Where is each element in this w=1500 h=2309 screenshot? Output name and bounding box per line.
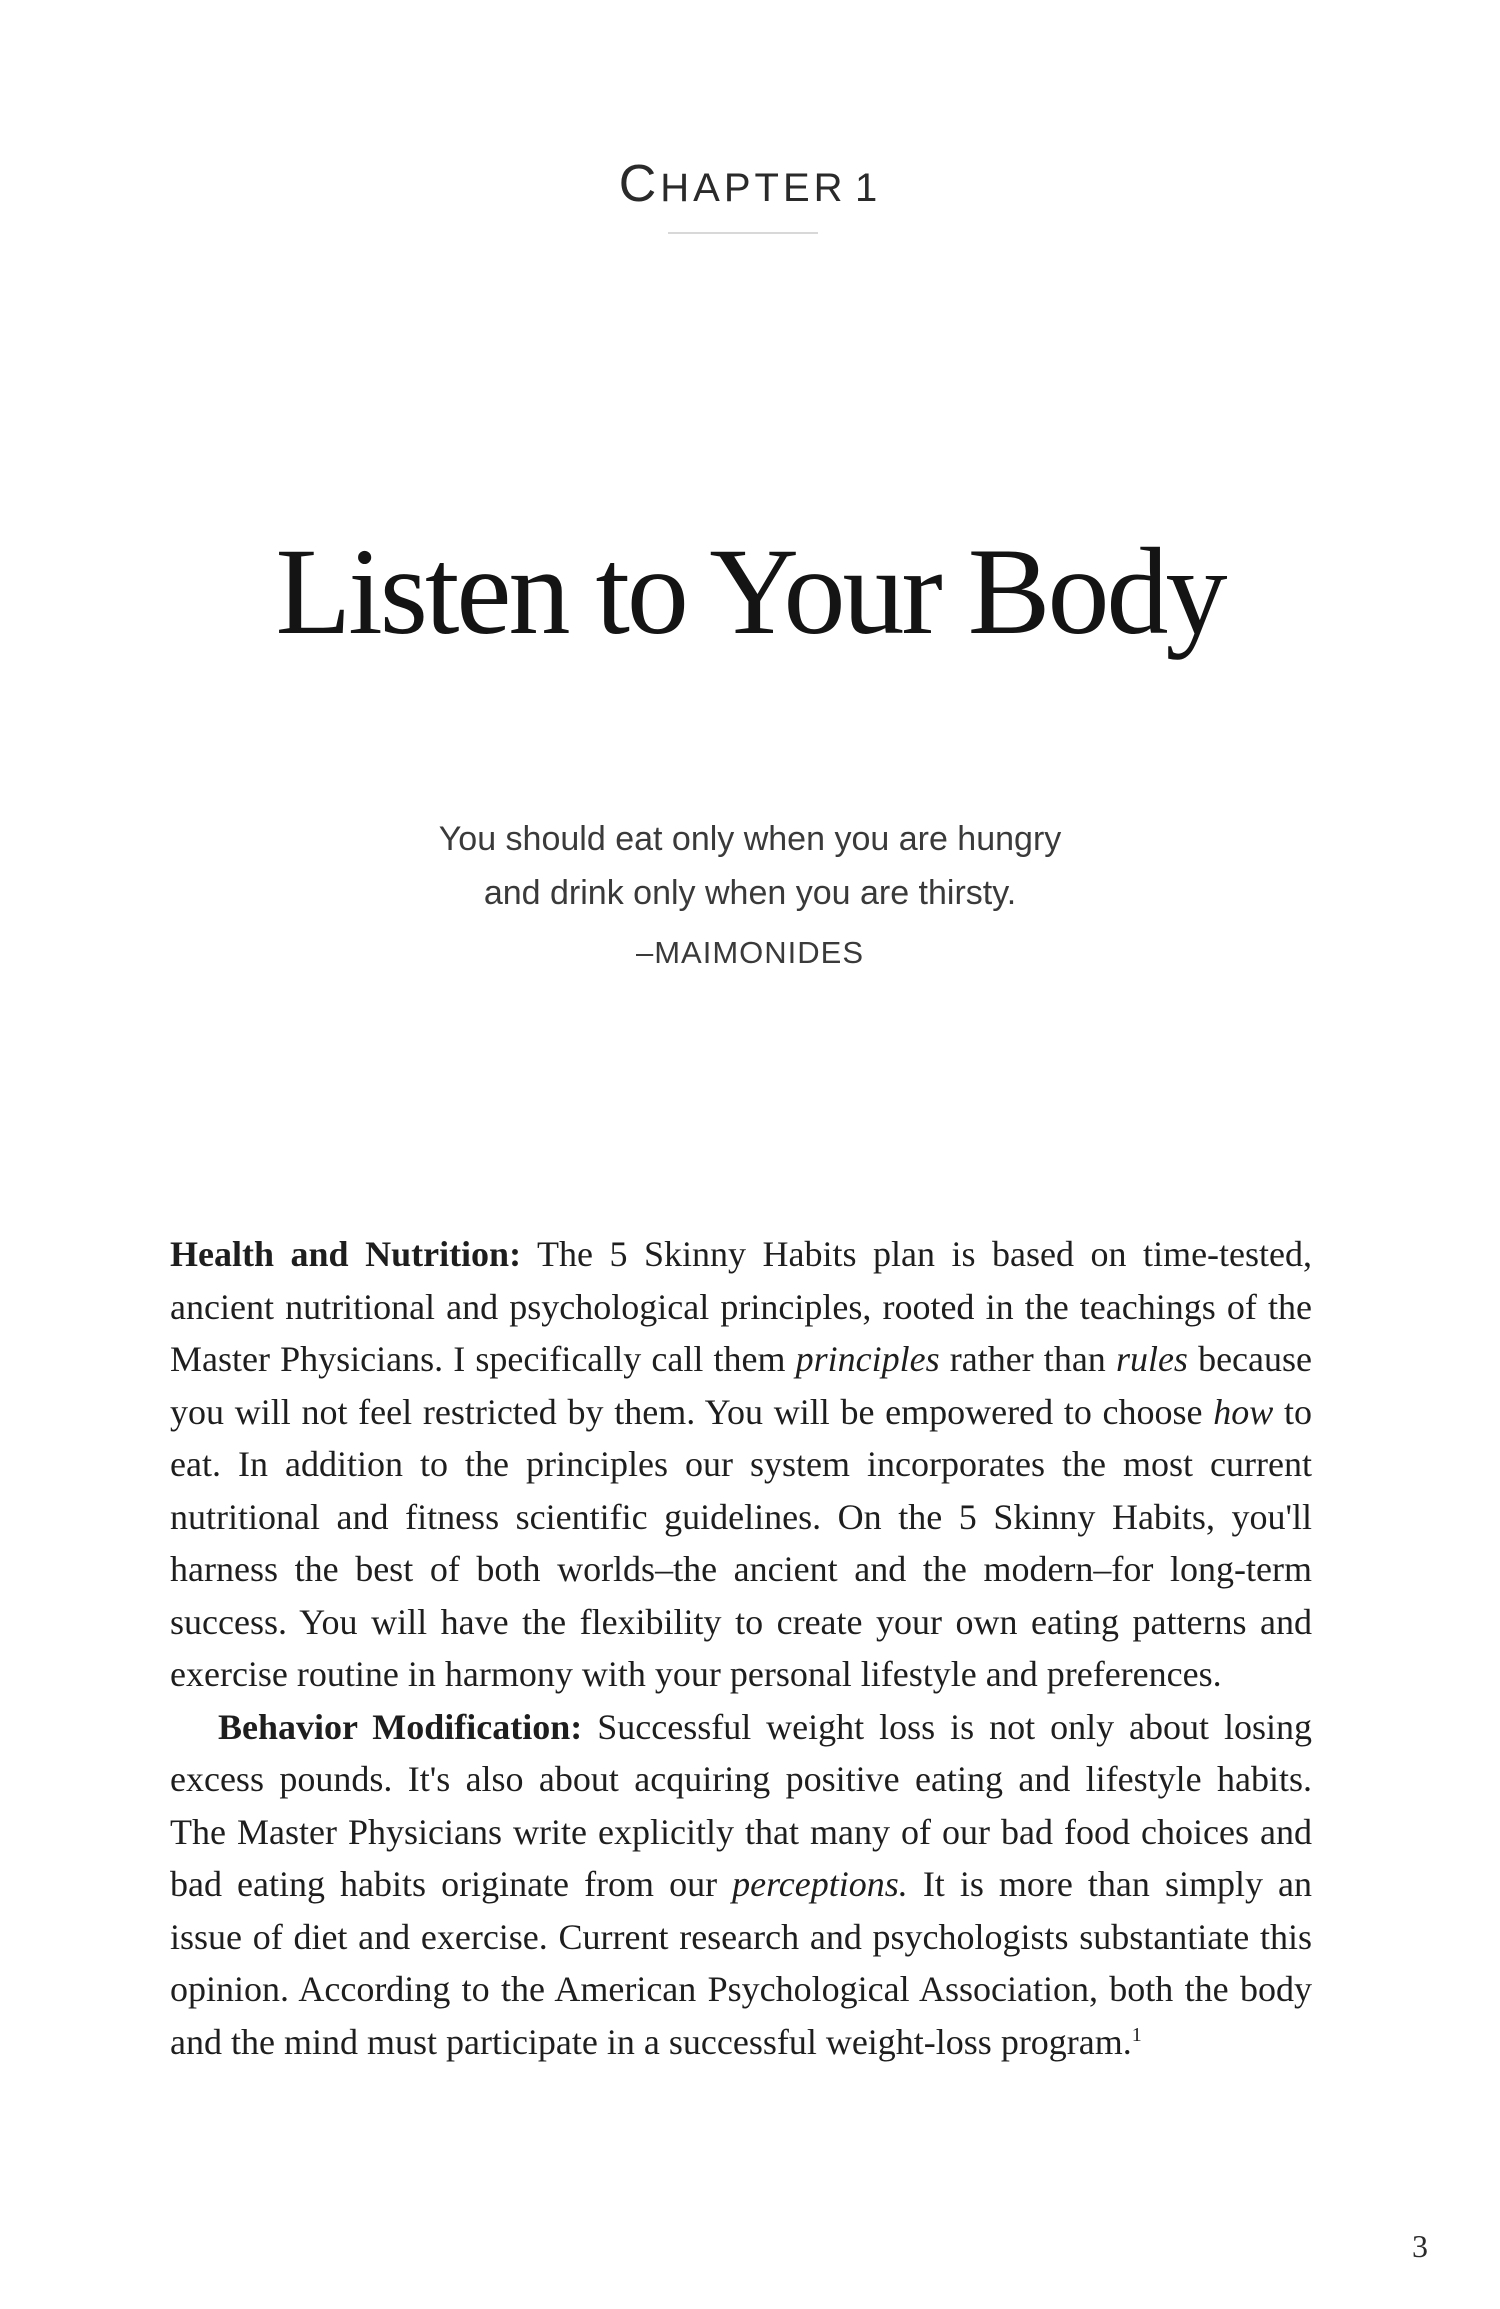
paragraph-text: Successful weight loss is not only about losing excess pounds. It's also about acquiring positive eating and lifestyle habits. The Master Physicians write explicitly that many of our bad food choices and bad eating habits originate from our (170, 1706, 1312, 1904)
chapter-label (0, 155, 1500, 213)
paragraph-text: to eat. In addition to the principles our system incorporates the most current nutritional and fitness scientific guidelines. On the 5 Skinny Habits, you'll harness the best of both worlds–the ancient and the modern–for long-term success. You will have the flexibility to create your own eating patterns and exercise routine in harmony with your personal lifestyle and preferences. (170, 1391, 1312, 1694)
paragraph-heading: Behavior Modification: (218, 1706, 583, 1747)
emphasis-text: how (1213, 1391, 1274, 1432)
paragraph-behavior-modification (170, 1701, 1312, 2069)
emphasis-text: principles (795, 1339, 940, 1379)
epigraph-source: –MAIMONIDES (635, 935, 865, 970)
emphasis-text: perceptions. (732, 1864, 908, 1904)
paragraph-text: because you will not feel restricted by them. You will be empowered to choose (170, 1339, 1312, 1432)
epigraph-line-1: You should eat only when you are hungry (438, 820, 1062, 858)
paragraph-text: It is more than simply an issue of diet and exercise. Current research and psychologists substantiate this opinion. According to the American Psychological Association, both the body and the mind must participate in a successful weight-loss program. (170, 1864, 1312, 2062)
paragraph-text: rather than (939, 1339, 1116, 1379)
emphasis-text: rules (1115, 1339, 1188, 1379)
page-number: 3 (1412, 2228, 1428, 2264)
chapter-label-initial: C (618, 155, 661, 213)
epigraph (0, 812, 1500, 980)
paragraph-heading: Health and Nutrition: (170, 1234, 522, 1274)
chapter-label-rest: HAPTER (660, 166, 847, 210)
paragraph-health-nutrition (170, 1228, 1312, 1701)
chapter-title: Listen to Your Body (275, 523, 1225, 660)
footnote-marker: 1 (1131, 2023, 1142, 2046)
chapter-number: 1 (855, 166, 882, 210)
paragraph-text: The 5 Skinny Habits plan is based on time-tested, ancient nutritional and psychological principles, rooted in the teachings of the Master Physicians. I specifically call them (170, 1234, 1313, 1379)
chapter-divider (668, 232, 818, 234)
epigraph-line-2: and drink only when you are thirsty. (483, 874, 1017, 912)
body-text (170, 1228, 1312, 2068)
